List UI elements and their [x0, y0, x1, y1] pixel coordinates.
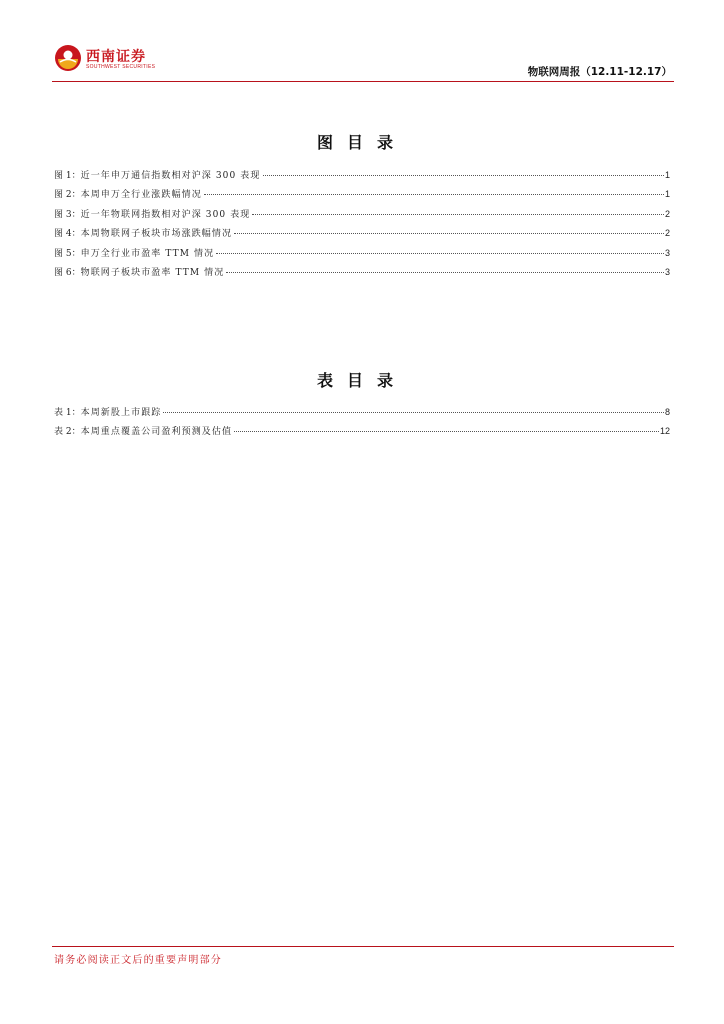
- toc-item-title: 物联网子板块市盈率 TTM 情况: [80, 267, 225, 278]
- tables-toc-item[interactable]: [54, 424, 670, 443]
- toc-item-title: 本周物联网子板块市场涨跌幅情况: [80, 229, 233, 240]
- report-name: 物联网周报（12.11-12.17）: [527, 66, 672, 78]
- logo-name-en: SOUTHWEST SECURITIES: [86, 64, 156, 70]
- toc-item-title: 申万全行业市盈率 TTM 情况: [80, 248, 215, 259]
- footer-divider: [52, 946, 674, 947]
- toc-item-title: 本周重点覆盖公司盈利预测及估值: [80, 427, 233, 438]
- toc-dot-leader: [263, 175, 664, 176]
- figures-toc-item[interactable]: [54, 226, 670, 245]
- toc-item-label: 图 6：: [54, 267, 81, 278]
- toc-item-page: 2: [664, 228, 670, 239]
- toc-dot-leader: [163, 412, 664, 413]
- toc-item-page: 2: [664, 208, 670, 219]
- figures-toc-item[interactable]: [54, 265, 670, 284]
- toc-item-title: 近一年申万通信指数相对沪深 300 表现: [80, 171, 261, 181]
- figures-toc-item[interactable]: [54, 187, 670, 206]
- toc-dot-leader: [226, 272, 664, 273]
- figures-toc-heading: 图目录: [316, 133, 407, 152]
- toc-item-page: 3: [664, 247, 670, 258]
- header-divider: [52, 81, 674, 82]
- toc-item-page: 12: [659, 426, 670, 437]
- toc-item-title: 近一年物联网指数相对沪深 300 表现: [80, 209, 251, 220]
- toc-dot-leader: [234, 431, 659, 432]
- toc-item-label: 表 2：: [54, 427, 81, 438]
- toc-item-label: 图 5：: [54, 248, 81, 259]
- toc-item-label: 图 4：: [54, 229, 81, 240]
- toc-dot-leader: [204, 194, 664, 195]
- footer-disclaimer: 请务必阅读正文后的重要声明部分: [54, 955, 222, 966]
- toc-dot-leader: [216, 253, 664, 254]
- figures-toc-item[interactable]: [54, 207, 670, 226]
- toc-item-label: 图 1：: [54, 171, 81, 181]
- company-logo: [54, 44, 154, 76]
- toc-item-page: 1: [664, 170, 670, 180]
- toc-dot-leader: [252, 214, 664, 215]
- tables-toc-heading: 表目录: [316, 371, 407, 390]
- logo-name-cn: 西南证券: [86, 49, 146, 65]
- toc-item-label: 图 2：: [54, 190, 81, 201]
- tables-toc-item[interactable]: [54, 405, 670, 424]
- figures-toc-item[interactable]: [54, 168, 670, 187]
- tables-toc-list: [54, 405, 670, 444]
- toc-item-page: 8: [664, 407, 670, 417]
- toc-dot-leader: [234, 233, 664, 234]
- toc-item-title: 本周新股上市跟踪: [80, 408, 162, 418]
- toc-item-page: 3: [664, 266, 670, 277]
- southwest-securities-logo-icon: [54, 44, 82, 72]
- figures-toc-list: [54, 168, 670, 284]
- toc-item-label: 图 3：: [54, 209, 81, 220]
- toc-item-label: 表 1：: [54, 408, 81, 418]
- figures-toc-item[interactable]: [54, 246, 670, 265]
- toc-item-page: 1: [664, 189, 670, 200]
- toc-item-title: 本周申万全行业涨跌幅情况: [80, 190, 202, 201]
